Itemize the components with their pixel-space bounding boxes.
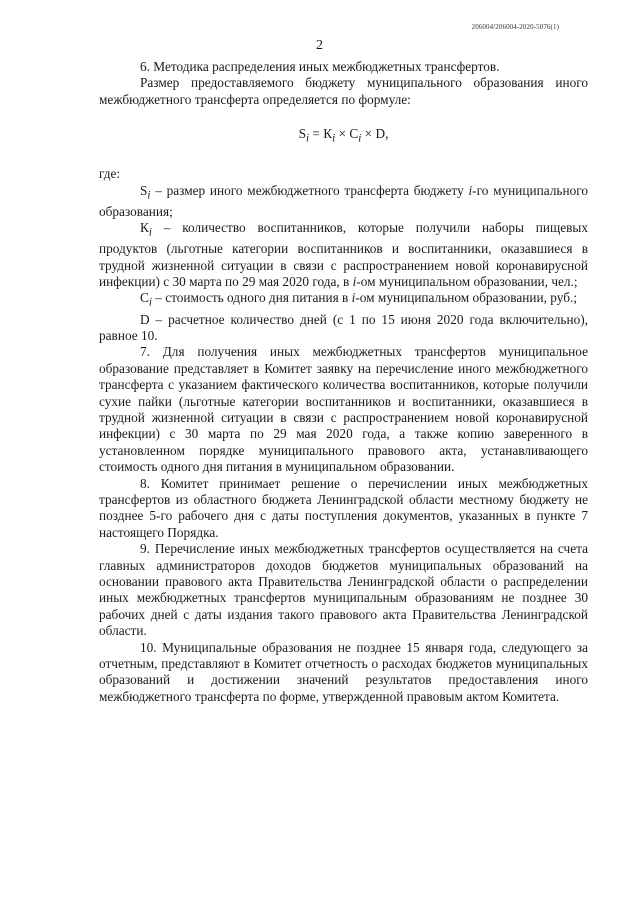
document-id: 206004/206004-2020-5076(1) [471,23,559,31]
def-c-text-b: -ом муниципальном образовании, руб.; [355,290,578,306]
formula-sub-3: i [358,132,362,145]
def-s-italic: i [468,182,473,198]
paragraph-8: 8. Комитет принимает решение о перечислении иных межбюджетных трансфертов из областного бюджета Ленинградской области местному бюджету не позднее 5-го рабочего дня с даты поступления документов, указанных в пункте 7 настоящего Порядка. [99,475,588,540]
def-k-text-b: -ом муниципальном образовании, чел.; [356,274,578,290]
def-c-text-a: – стоимость одного дня питания в [151,290,352,306]
def-k-sub: i [148,226,152,239]
def-s-text-b: -го муниципального образования; [99,182,588,219]
def-c-italic: i [351,290,356,306]
definition-s [99,183,588,220]
paragraph-7: 7. Для получения иных межбюджетных трансфертов муниципальное образование представляет в Комитет заявку на перечисление иного межбюджетного трансферта с указанием фактического количества воспитанников, которые получили сухие пайки (льготные категории воспитанников и воспитанники, оказавшиеся в трудной жизненной ситуации в связи с распространением новой коронавирусной инфекции) с 30 марта по 29 мая 2020 года, а также копию заверенного в установленном порядке муниципального правового акта, устанавливающего стоимость одного дня питания в муниципальном образовании. [99,344,588,475]
document-body [99,59,588,705]
where-label: где: [99,166,121,182]
def-k-symbol: К [140,220,149,236]
page-number: 2 [316,38,323,53]
def-s-text-a: – размер иного межбюджетного трансферта бюджету [150,182,469,198]
definition-d: D – расчетное количество дней (с 1 по 15 июня 2020 года включительно), равное 10. [99,311,588,343]
definition-c [99,290,588,311]
def-c-sub: i [148,297,152,310]
section-6-heading: 6. Методика распределения иных межбюджетных трансфертов. [140,59,500,74]
def-c-symbol: С [140,290,149,306]
paragraph-intro: Размер предоставляемого бюджету муниципального образования иного межбюджетного трансферта определяется по формуле: [99,75,588,107]
formula-times-c: × С [335,126,359,142]
def-s-sub: i [147,189,151,202]
formula [99,126,588,147]
formula-times-d: × D, [361,126,389,142]
def-s-symbol: S [140,182,148,198]
formula-eq: = К [309,126,333,142]
formula-s: S [298,126,307,142]
definition-k [99,220,588,290]
def-k-text-a: – количество воспитанников, которые получили наборы пищевых продуктов (льготные категории воспитанников и воспитанники, оказавшиеся в трудной жизненной ситуации в связи с распространением новой коронавирусной инфекции) с 30 марта по 29 мая 2020 года, в [99,220,588,290]
paragraph-10: 10. Муниципальные образования не позднее 15 января года, следующего за отчетным, представляют в Комитет отчетность о расходах бюджетов муниципальных образований и достижении значений результатов предоставления иного межбюджетного трансферта по форме, утвержденной правовым актом Комитета. [99,639,588,704]
formula-sub-1: i [306,132,310,145]
def-k-italic: i [352,274,357,290]
formula-sub-2: i [332,132,336,145]
paragraph-9: 9. Перечисление иных межбюджетных трансфертов осуществляется на счета главных администраторов доходов бюджетов муниципальных образований на основании правового акта Правительства Ленинградской области о распределении иных межбюджетных трансфертов муниципальным образованиям не позднее 30 рабочих дней с даты издания такого правового акта Правительства Ленинградской области. [99,541,588,639]
